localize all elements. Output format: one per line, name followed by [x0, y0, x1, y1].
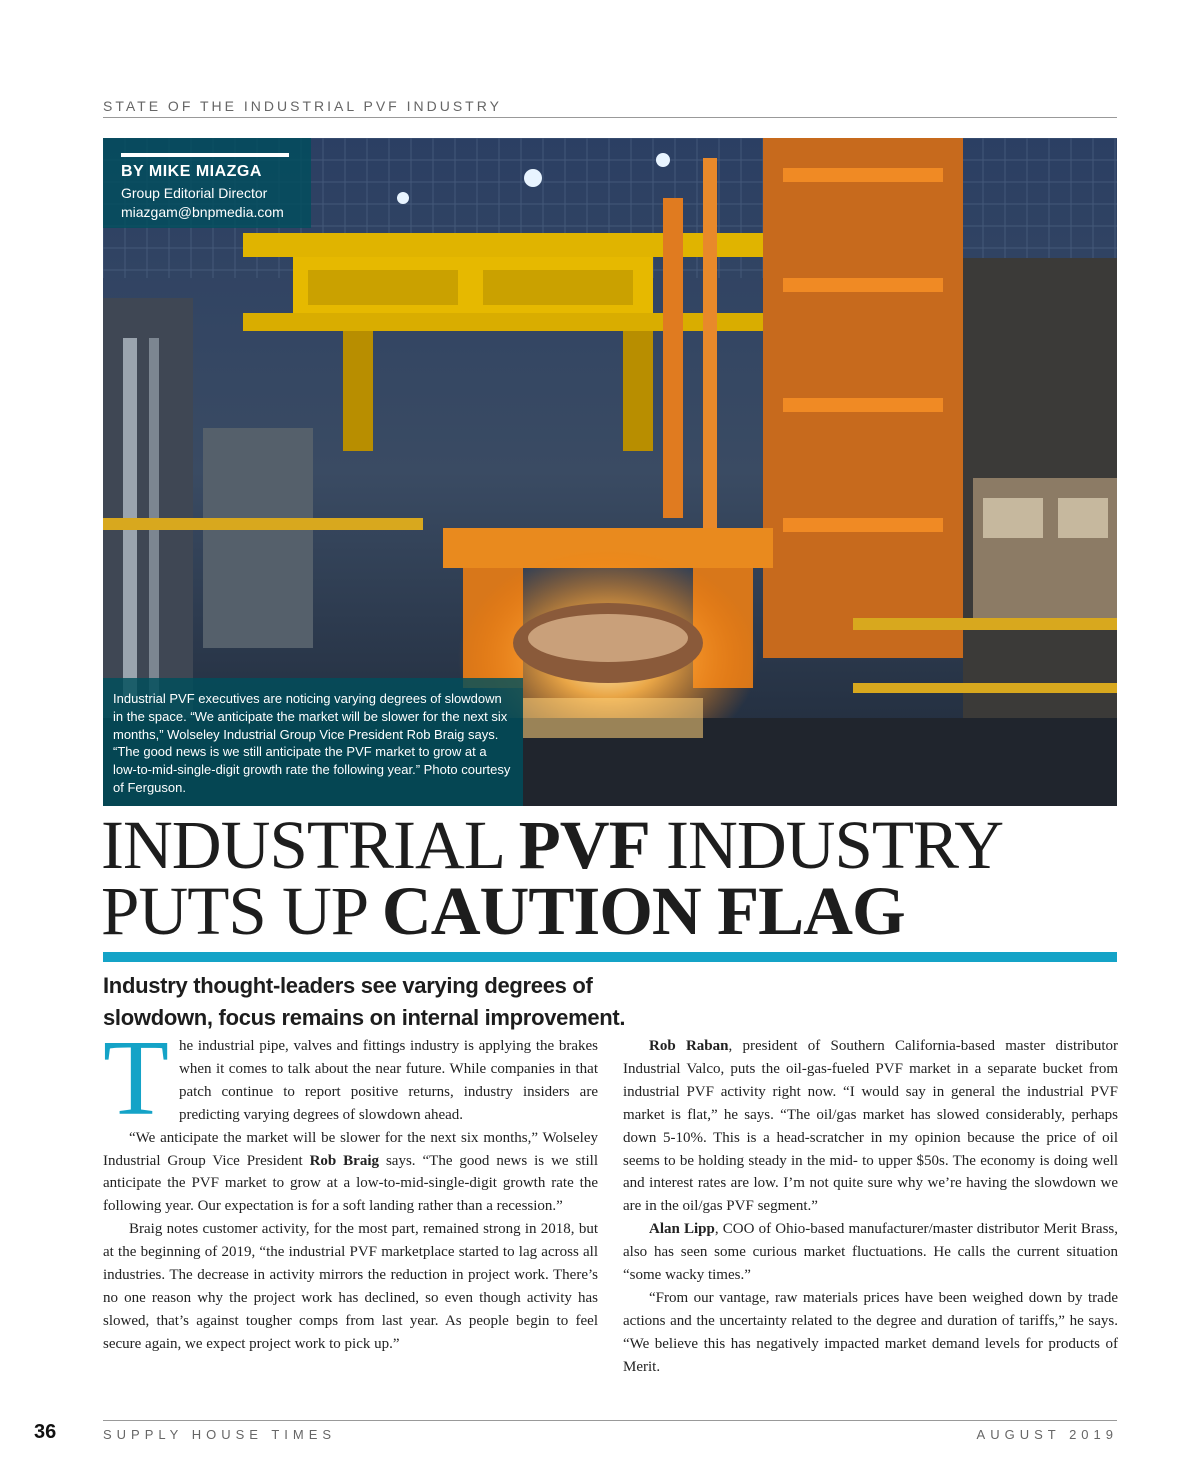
body-paragraph	[623, 1035, 1118, 1218]
deck-subtitle: Industry thought-leaders see varying degrees of slowdown, focus remains on internal improvement.	[103, 973, 626, 1030]
headline-word: PUTS UP	[101, 873, 366, 949]
drop-cap: T	[103, 1019, 169, 1138]
paragraph-text: he industrial pipe, valves and fittings industry is applying the brakes when it comes to talk about the near future. While companies in that patch continue to report positive returns, industry insiders are predicting varying degrees of slowdown ahead.	[178, 1038, 598, 1123]
footer-rule	[103, 1420, 1117, 1421]
headline-word: INDUSTRIAL	[101, 807, 503, 883]
byline-panel	[103, 138, 311, 228]
person-name: Rob Raban	[649, 1038, 729, 1054]
headline-bold-word: CAUTION FLAG	[381, 873, 905, 949]
headline-bold-word: PVF	[518, 807, 650, 883]
publication-name: SUPPLY HOUSE TIMES	[103, 1427, 337, 1442]
paragraph-text: , COO of Ohio-based manufacturer/master distributor Merit Brass, also has seen some curious market fluctuations. He calls the current situation “some wacky times.”	[623, 1221, 1118, 1284]
body-paragraph: Braig notes customer activity, for the most part, remained strong in 2018, but at the beginning of 2019, “the industrial PVF marketplace started to lag across all industries. The decrease in activity mirrors the reduction in project work. There’s no one reason why the project work has declined, so even though activity has slowed, that’s against tougher comps from last year. As people begin to feel secure again, we expect project work to pick up.”	[103, 1221, 598, 1352]
author-email[interactable]: miazgam@bnpmedia.com	[121, 204, 284, 220]
paragraph-text: says. “The good news is we still anticipate the PVF market to grow at a low-to-mid-single-digit growth rate the following year. Our expectation is for a soft landing rather than a recession.”	[103, 1152, 599, 1215]
paragraph-text: “We anticipate the market will be slower for the next six months,” Wolseley Industrial Group Vice President	[103, 1129, 598, 1169]
headline-line-1	[101, 807, 1151, 883]
author-role: Group Editorial Director	[121, 185, 268, 201]
photo-caption: Industrial PVF executives are noticing varying degrees of slowdown in the space. “We anticipate the market will be slower for the next six months,” Wolseley Industrial Group Vice President Rob Braig says. “The good news is we still anticipate the PVF market to grow at a low-to-mid-single-digit growth rate the following year.” Photo courtesy of Ferguson.	[103, 678, 523, 806]
author-name: BY MIKE MIAZGA	[121, 163, 262, 180]
body-paragraph	[103, 1127, 598, 1219]
person-name: Alan Lipp	[649, 1221, 715, 1238]
headline-line-2	[101, 873, 1151, 949]
byline-rule	[121, 153, 289, 157]
issue-date: AUGUST 2019	[976, 1427, 1118, 1442]
section-label: STATE OF THE INDUSTRIAL PVF INDUSTRY	[103, 98, 1117, 118]
headline	[101, 807, 1151, 949]
paragraph-text: , president of Southern California-based master distributor Industrial Valco, puts the oil-gas-fueled PVF market in a separate bucket from industrial PVF activity right now. “I would say in general the industrial PVF market is flat,” he says. “The oil/gas market has slowed considerably, perhaps down 5-10%. This is a head-scratcher in my opinion because the price of oil seems to be holding steady in the mid- to upper $50s. The economy is doing well and interest rates are low. I’m not quite sure why we’re having the slowdown we are in the oil/gas PVF segment.”	[623, 1038, 1118, 1215]
headline-word: INDUSTRY	[666, 807, 1004, 883]
person-name: Rob Braig	[309, 1152, 380, 1169]
body-column-left	[103, 1019, 599, 1356]
body-column-right	[623, 1035, 1118, 1379]
body-paragraph: “From our vantage, raw materials prices have been weighed down by trade actions and the uncertainty related to the degree and duration of tariffs,” he says. “We believe this has negatively impacted market demand levels for products of Merit.	[623, 1289, 1118, 1375]
body-paragraph	[623, 1218, 1118, 1287]
headline-rule	[103, 952, 1117, 962]
page-number: 36	[34, 1421, 57, 1443]
body-paragraph	[103, 1019, 598, 1138]
